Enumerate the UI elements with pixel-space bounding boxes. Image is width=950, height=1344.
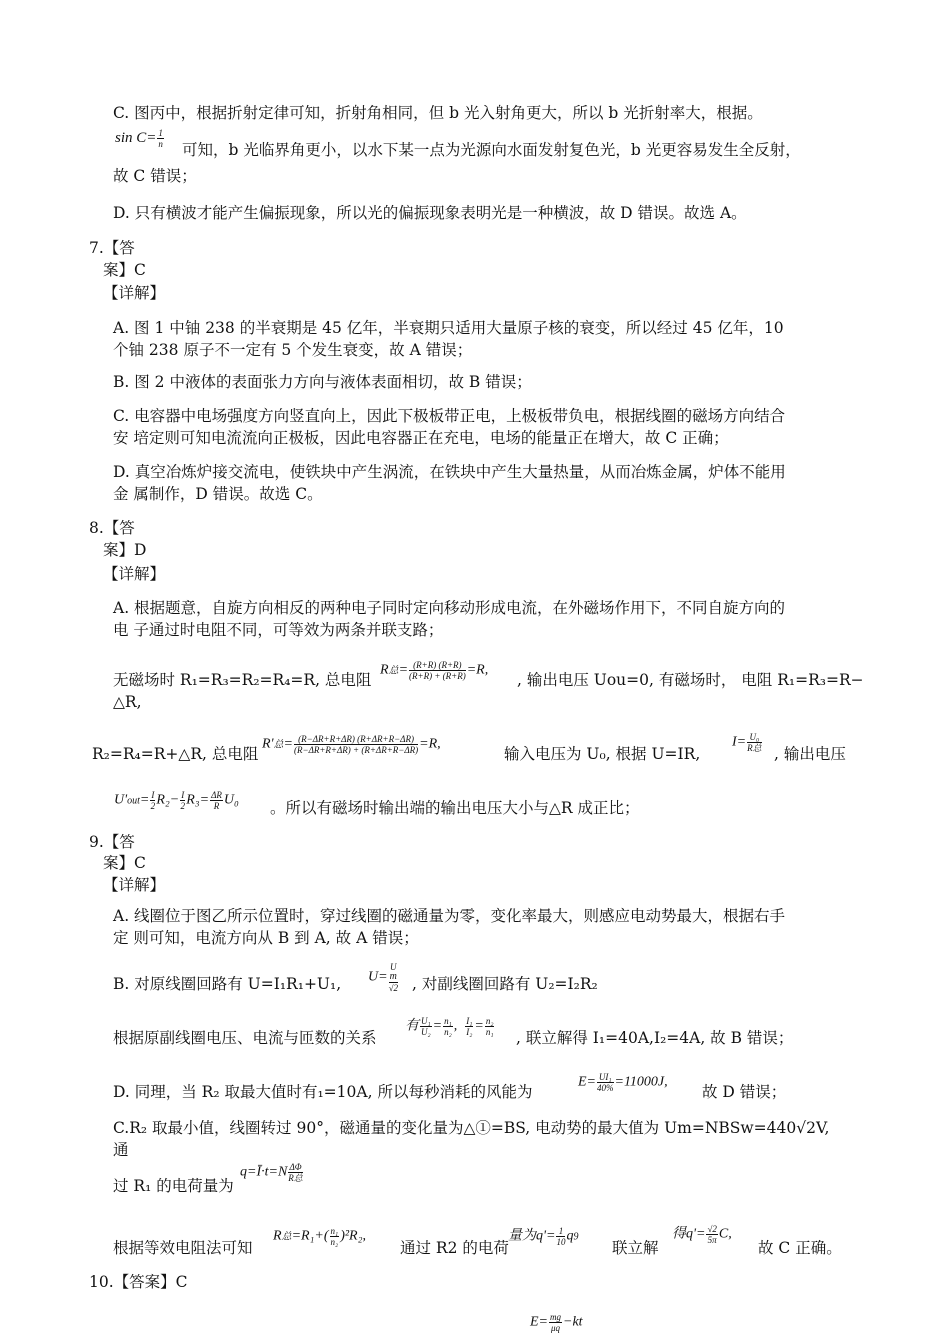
answer-label: 案】C bbox=[103, 854, 146, 872]
text-line: , 输出电压 bbox=[774, 745, 846, 763]
text-line: 个铀 238 原子不一定有 5 个发生衰变，故 A 错误； bbox=[113, 341, 473, 359]
formula-u-out: U'out= $\frac{I}{2}$ R₂− $\frac{I}{2}$ R₃= $\frac{\Delta R}{R}$ U₀ bbox=[114, 790, 239, 811]
text-line: A. 根据题意，自旋方向相反的两种电子同时定向移动形成电流，在外磁场作用下，不同自旋方向的 bbox=[113, 599, 786, 617]
text-line: A. 图 1 中铀 238 的半衰期是 45 亿年，半衰期只适用大量原子核的衰变，所以经过 45 亿年，10 bbox=[113, 319, 784, 337]
text-line: 故 C 错误； bbox=[113, 167, 197, 185]
formula-r-total-prime: R'总= $\frac{(R-\Delta R+R+\Delta R) (R+\Delta R+R-\Delta R)}{(R-\Delta R+R+\Delta R) + (R+\Delta R+R-\Delta R)}$ =R, bbox=[262, 734, 441, 755]
text-line: C. 电容器中电场强度方向竖直向上，因此下极板带正电，上极板带负电，根据线圈的磁场方向结合 bbox=[113, 407, 786, 425]
answer-label: 案】D bbox=[103, 541, 147, 559]
question-number: 7.【答 bbox=[89, 239, 135, 257]
text-line: 通 bbox=[113, 1141, 129, 1159]
text-line: D. 真空冶炼炉接交流电，使铁块中产生涡流，在铁块中产生大量热量，从而冶炼金属，炉体不能用 bbox=[113, 463, 786, 481]
text-line: 故 D 错误； bbox=[702, 1083, 787, 1101]
explain-label: 【详解】 bbox=[103, 876, 166, 894]
text-line: D. 只有横波才能产生偏振现象，所以光的偏振现象表明光是一种横波，故 D 错误。故选 A。 bbox=[113, 204, 747, 222]
text-line: 通过 R2 的电荷 bbox=[400, 1239, 509, 1257]
text-line: 可知，b 光临界角更小，以水下某一点为光源向水面发射复色光，b 光更容易发生全反射， bbox=[182, 141, 801, 159]
formula-charge-r2: 量为q'= $\frac{1}{10}$ q9 bbox=[508, 1226, 579, 1247]
text-line: 定 则可知，电流方向从 B 到 A, 故 A 错误； bbox=[113, 929, 419, 947]
text-line: , 输出电压 Uou=0, 有磁场时， 电阻 R₁=R₃=R− bbox=[517, 671, 864, 689]
text-line: 。所以有磁场时输出端的输出电压大小与△R 成正比； bbox=[270, 799, 640, 817]
text-line: 根据等效电阻法可知 bbox=[113, 1239, 253, 1257]
question-number: 9.【答 bbox=[89, 833, 135, 851]
frac-den: n bbox=[158, 139, 163, 149]
text-line: 无磁场时 R₁=R₃=R₂=R₄=R, 总电阻 bbox=[113, 671, 372, 689]
formula-turns-ratio: 有 $\frac{\text{U₁}}{\text{U₂}}$ = $\frac{\text{n₁}}{\text{n₂}}$ , $\frac{\text{I₁}}{\text{I₂}}$ = $\frac{\text{n₂}}{\text{n₁}}$ bbox=[405, 1016, 494, 1037]
formula-e-field: E= $\frac{mg}{\mu q}$ −kt bbox=[530, 1312, 583, 1333]
text-line: 根据原副线圈电压、电流与匝数的关系 bbox=[113, 1029, 377, 1047]
text-line: 电 子通过时电阻不同，可等效为两条并联支路； bbox=[113, 621, 444, 639]
text-line: , 对副线圈回路有 U₂=I₂R₂ bbox=[412, 975, 598, 993]
text-line: , 联立解得 I₁=40A,I₂=4A, 故 B 错误； bbox=[516, 1029, 794, 1047]
text-line: B. 图 2 中液体的表面张力方向与液体表面相切，故 B 错误； bbox=[113, 373, 532, 391]
explain-label: 【详解】 bbox=[103, 284, 166, 302]
text-line: 输入电压为 U₀, 根据 U=IR, bbox=[504, 745, 701, 763]
text-line: R₂=R₄=R+△R, 总电阻 bbox=[92, 745, 259, 763]
text-line: △R, bbox=[113, 693, 142, 711]
formula-charge: q=Ī·t=N $\frac{\Delta\Phi}{\text{R总}}$ bbox=[240, 1162, 303, 1183]
text-line: C.R₂ 取最小值，线圈转过 90°，磁通量的变化量为△①=BS, 电动势的最大值为 Um=NBSw=440√2V, bbox=[113, 1119, 830, 1137]
text-line: C. 图丙中，根据折射定律可知，折射角相同，但 b 光入射角更大，所以 b 光折射率大，根据。 bbox=[113, 104, 763, 122]
text-line: 过 R₁ 的电荷量为 bbox=[113, 1177, 234, 1195]
explain-label: 【详解】 bbox=[103, 565, 166, 583]
text-line: A. 线圈位于图乙所示位置时，穿过线圈的磁通量为零，变化率最大，则感应电动势最大，根据右手 bbox=[113, 907, 786, 925]
text-line: 安 培定则可知电流流向正极板，因此电容器正在充电，电场的能量正在增大，故 C 正确； bbox=[113, 429, 729, 447]
formula-u-eff: U= U m √2 bbox=[368, 962, 399, 993]
formula-equivalent-resistance: R总=R₁+( $\frac{\text{n₁}}{\text{n₂}}$ )²R₂, bbox=[273, 1226, 366, 1247]
text-line: B. 对原线圈回路有 U=I₁R₁+U₁, bbox=[113, 975, 342, 993]
question-number: 8.【答 bbox=[89, 519, 135, 537]
formula-text: sin C bbox=[115, 129, 147, 146]
text-line: 金 属制作，D 错误。故选 C。 bbox=[113, 485, 323, 503]
answer-label: 案】C bbox=[103, 261, 146, 279]
formula-r-total: R总= $\frac{(R+R) (R+R)}{(R+R) + (R+R)}$ =R, bbox=[380, 660, 489, 681]
text-line: 联立解 bbox=[612, 1239, 659, 1257]
formula-charge-result: 得q'= $\frac{√2}{5\pi}$ C, bbox=[672, 1224, 732, 1245]
frac-num: 1 bbox=[158, 128, 163, 138]
question-number: 10.【答案】C bbox=[89, 1273, 188, 1291]
text-line: 故 C 正确。 bbox=[758, 1239, 842, 1257]
formula-energy: E= $\frac{\text{UI₁}}{40\%}$ =11000J, bbox=[578, 1072, 668, 1093]
text-line: D. 同理，当 R₂ 取最大值时有₁=10A, 所以每秒消耗的风能为 bbox=[113, 1083, 533, 1101]
formula-current: I= $\frac{\text{U₀}}{\text{R总}}$ bbox=[732, 732, 762, 753]
formula-sinc: sin C= $\frac{1}{n}$ bbox=[115, 128, 163, 149]
